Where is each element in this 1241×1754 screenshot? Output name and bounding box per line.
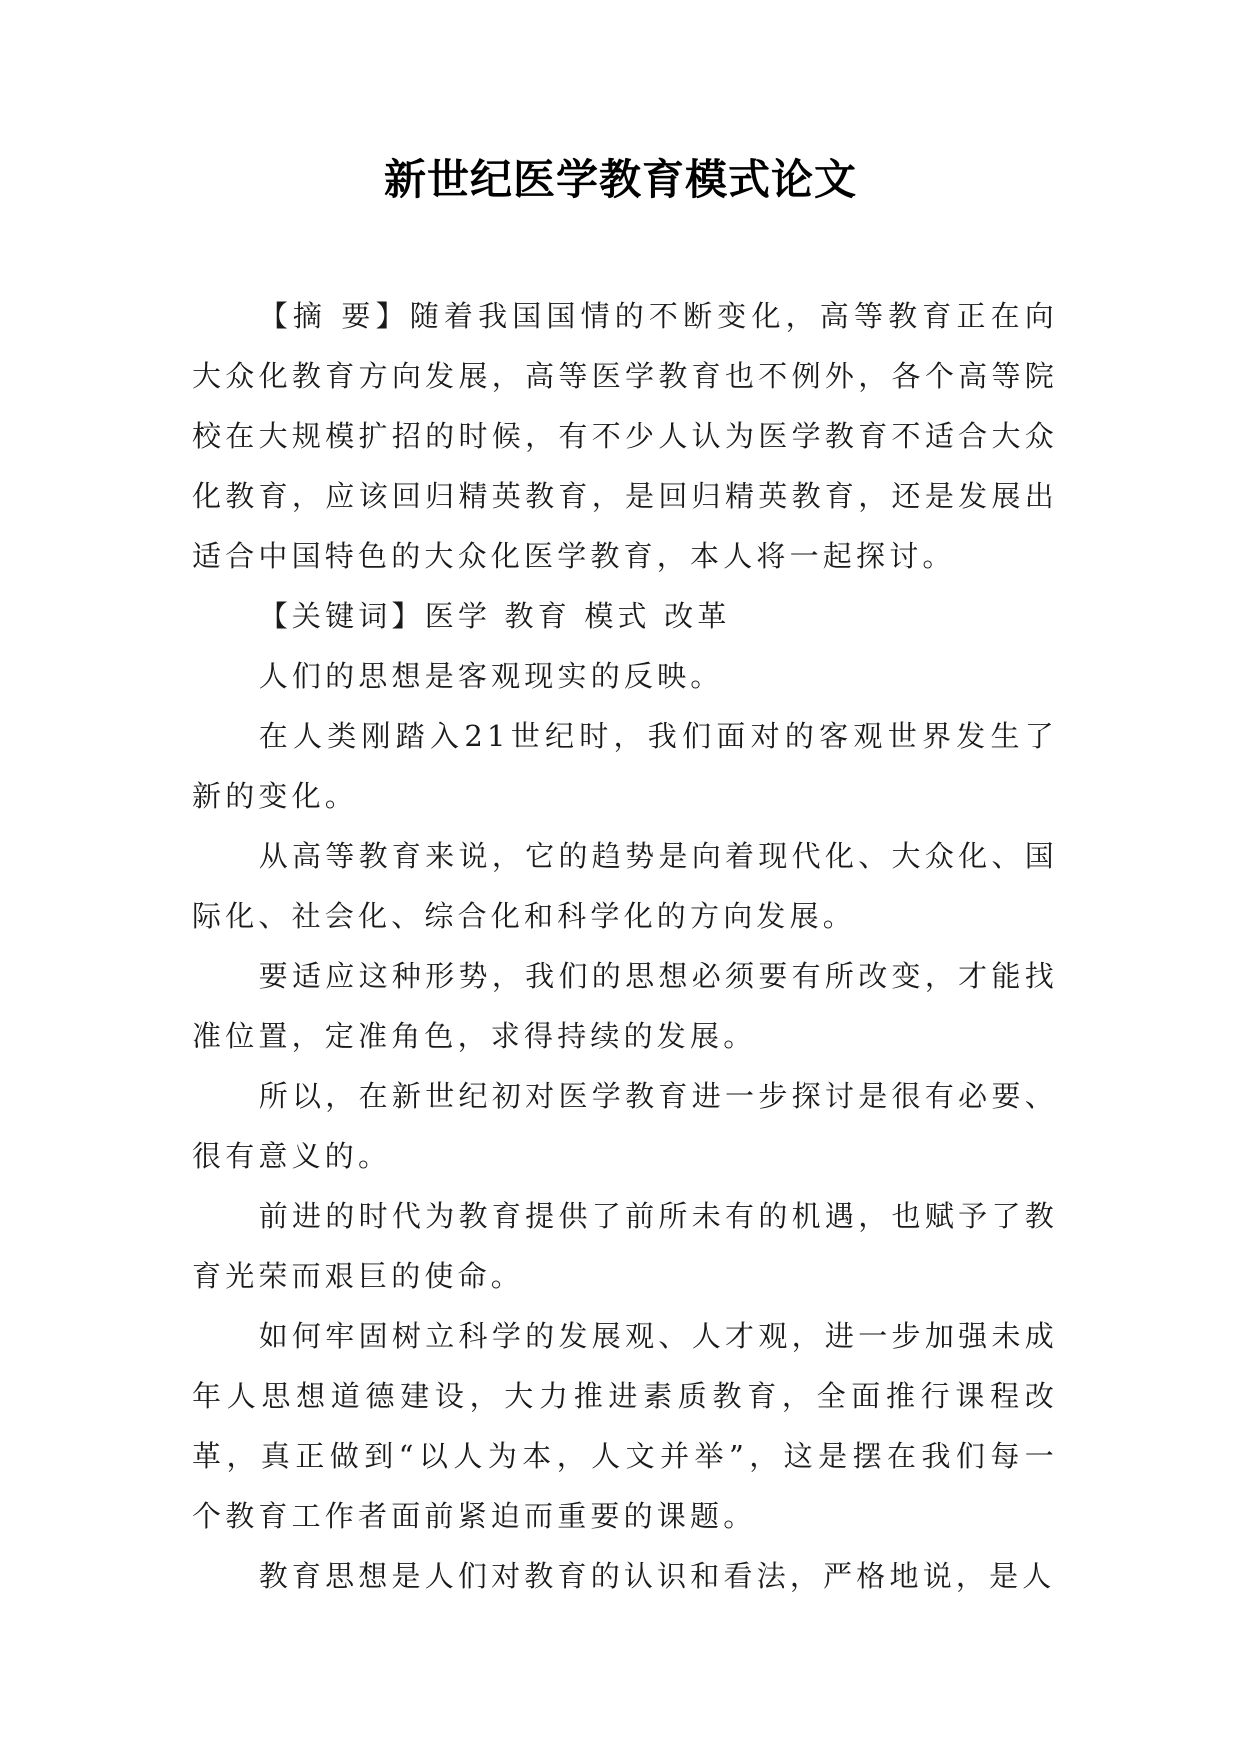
body-paragraph: 教育思想是人们对教育的认识和看法，严格地说，是人 (258, 1559, 1056, 1593)
document-title: 新世纪医学教育模式论文 (383, 155, 857, 204)
body-paragraph: 在人类刚踏入21世纪时，我们面对的客观世界发生了新的变化。 (192, 719, 1058, 813)
body-paragraph: 所以，在新世纪初对医学教育进一步探讨是很有必要、很有意义的。 (192, 1079, 1058, 1173)
document-body (192, 286, 1058, 1606)
body-paragraph: 人们的思想是客观现实的反映。 (258, 659, 724, 693)
body-paragraph: 从高等教育来说，它的趋势是向着现代化、大众化、国际化、社会化、综合化和科学化的方向发展。 (192, 839, 1058, 933)
keywords-paragraph: 【关键词】医学 教育 模式 改革 (258, 599, 731, 633)
body-paragraph: 前进的时代为教育提供了前所未有的机遇，也赋予了教育光荣而艰巨的使命。 (192, 1199, 1058, 1293)
abstract-paragraph: 【摘 要】随着我国国情的不断变化，高等教育正在向大众化教育方向发展，高等医学教育也不例外，各个高等院校在大规模扩招的时候，有不少人认为医学教育不适合大众化教育，应该回归精英教育，是回归精英教育，还是发展出适合中国特色的大众化医学教育，本人将一起探讨。 (192, 299, 1058, 573)
body-paragraph: 如何牢固树立科学的发展观、人才观，进一步加强未成年人思想道德建设，大力推进素质教育，全面推行课程改革，真正做到“以人为本，人文并举”，这是摆在我们每一个教育工作者面前紧迫而重要的课题。 (192, 1319, 1058, 1533)
body-paragraph: 要适应这种形势，我们的思想必须要有所改变，才能找准位置，定准角色，求得持续的发展。 (192, 959, 1058, 1053)
